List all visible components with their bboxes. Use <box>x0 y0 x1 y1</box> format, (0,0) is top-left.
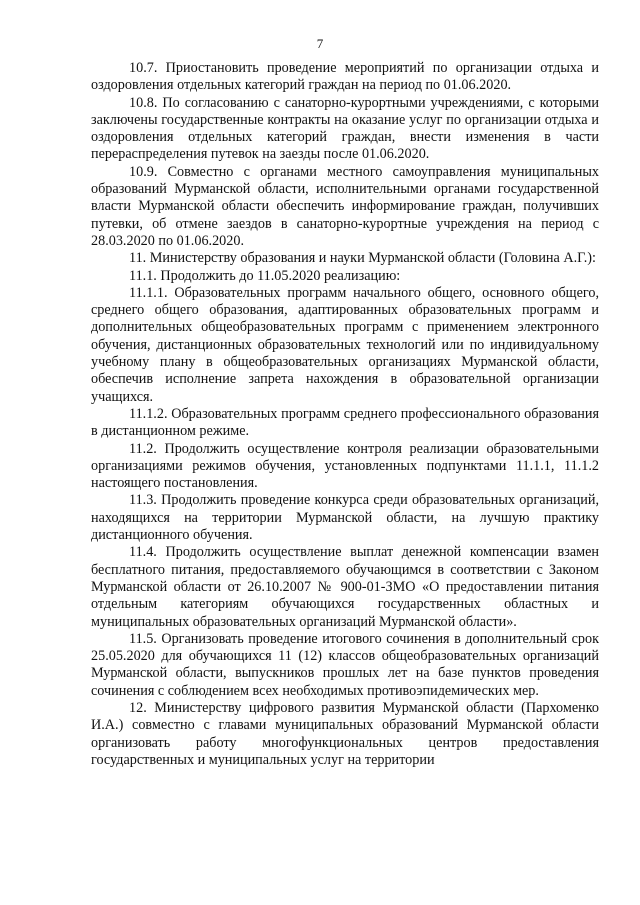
page-number: 7 <box>316 36 324 51</box>
paragraph-11-3: 11.3. Продолжить проведение конкурса среди образовательных организаций, находящихся на территории Мурманской области, на лучшую практику дистанционного обучения. <box>91 492 599 544</box>
paragraph-11-1-1: 11.1.1. Образовательных программ начального общего, основного общего, среднего общего образования, адаптированных образовательных программ и дополнительных общеобразовательных программ с применением электронного обучения, дистанционных образовательных технологий или по индивидуальному учебному плану в общеобразовательных организациях Мурманской области, обеспечив исполнение запрета нахождения в образовательной организации учащихся. <box>91 284 599 405</box>
paragraph-10-7: 10.7. Приостановить проведение мероприятий по организации отдыха и оздоровления отдельных категорий граждан на период по 01.06.2020. <box>91 60 599 94</box>
document-body <box>91 60 599 769</box>
paragraph-10-8: 10.8. По согласованию с санаторно-курортными учреждениями, с которыми заключены государственные контракты на оказание услуг по организации отдыха и оздоровления отдельных категорий граждан, внести изменения в части перераспределения путевок на заезды после 01.06.2020. <box>91 94 599 163</box>
paragraph-11-2: 11.2. Продолжить осуществление контроля реализации образовательными организациями режимов обучения, установленных подпунктами 11.1.1, 11.1.2 настоящего постановления. <box>91 440 599 492</box>
paragraph-11: 11. Министерству образования и науки Мурманской области (Головина А.Г.): <box>129 250 596 267</box>
paragraph-10-9: 10.9. Совместно с органами местного самоуправления муниципальных образований Мурманской области, исполнительными органами государственной власти Мурманской области обеспечить информирование граждан, получивших путевки, об отмене заездов в санаторно-курортные учреждения на период с 28.03.2020 по 01.06.2020. <box>91 163 599 249</box>
paragraph-11-1-2: 11.1.2. Образовательных программ среднего профессионального образования в дистанционном режиме. <box>91 405 599 440</box>
paragraph-12: 12. Министерству цифрового развития Мурманской области (Пархоменко И.А.) совместно с главами муниципальных образований Мурманской области организовать работу многофункциональных центров предоставления государственных и муниципальных услуг на территории <box>91 699 599 768</box>
paragraph-11-4: 11.4. Продолжить осуществление выплат денежной компенсации взамен бесплатного питания, предоставляемого обучающимся в соответствии с Законом Мурманской области от 26.10.2007 № 900-01-ЗМО «О предоставлении питания отдельным категориям обучающихся государственных областных и муниципальных образовательных организаций Мурманской области». <box>91 544 599 630</box>
paragraph-11-5: 11.5. Организовать проведение итогового сочинения в дополнительный срок 25.05.2020 для обучающихся 11 (12) классов общеобразовательных организаций Мурманской области, выпускников прошлых лет на базе пунктов проведения сочинения с соблюдением всех необходимых противоэпидемических мер. <box>91 630 599 699</box>
paragraph-11-1: 11.1. Продолжить до 11.05.2020 реализацию: <box>129 267 401 284</box>
